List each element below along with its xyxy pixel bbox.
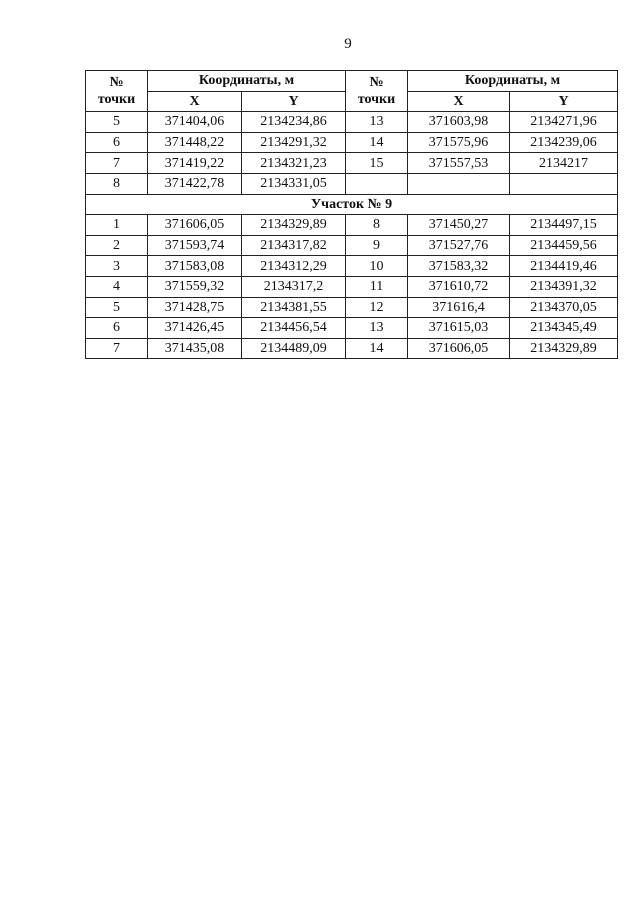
point-number: 8: [86, 173, 148, 194]
point-number: [346, 173, 408, 194]
x-coordinate: 371419,22: [148, 153, 242, 174]
y-coordinate: [510, 173, 618, 194]
point-number: 10: [346, 256, 408, 277]
table-row: [86, 256, 618, 277]
x-coordinate: 371448,22: [148, 132, 242, 153]
point-label: точки: [357, 92, 396, 108]
y-coordinate: 2134317,2: [242, 276, 346, 297]
number-symbol: №: [369, 75, 384, 91]
x-coordinate: 371404,06: [148, 112, 242, 133]
point-number: 7: [86, 338, 148, 359]
y-coordinate: 2134456,54: [242, 318, 346, 339]
point-number: 14: [346, 132, 408, 153]
coordinates-table: [85, 70, 618, 359]
point-number: 4: [86, 276, 148, 297]
x-coordinate: 371426,45: [148, 318, 242, 339]
y-coordinate: 2134345,49: [510, 318, 618, 339]
x-coordinate: 371428,75: [148, 297, 242, 318]
x-coordinate: 371435,08: [148, 338, 242, 359]
y-coordinate: 2134381,55: [242, 297, 346, 318]
y-coordinate: 2134331,05: [242, 173, 346, 194]
table-row: [86, 297, 618, 318]
x-coordinate: 371593,74: [148, 235, 242, 256]
point-number: 7: [86, 153, 148, 174]
table-row: [86, 112, 618, 133]
x-coordinate: 371615,03: [408, 318, 510, 339]
y-coordinate: 2134291,32: [242, 132, 346, 153]
x-coordinate: 371527,76: [408, 235, 510, 256]
table-header: [86, 71, 618, 112]
x-coordinate: 371583,32: [408, 256, 510, 277]
y-coordinate: 2134329,89: [242, 215, 346, 236]
x-coordinate: 371450,27: [408, 215, 510, 236]
x-coordinate: 371583,08: [148, 256, 242, 277]
point-number: 3: [86, 256, 148, 277]
x-coordinate: 371606,05: [148, 215, 242, 236]
x-coordinate: 371616,4: [408, 297, 510, 318]
y-coordinate: 2134419,46: [510, 256, 618, 277]
point-number: 5: [86, 297, 148, 318]
y-header-right: Y: [510, 91, 618, 112]
point-number: 5: [86, 112, 148, 133]
x-coordinate: 371557,53: [408, 153, 510, 174]
section-row: [86, 194, 618, 215]
point-number-header-right: [346, 71, 408, 112]
point-number: 1: [86, 215, 148, 236]
point-number: 13: [346, 112, 408, 133]
table-row: [86, 132, 618, 153]
table-body: [86, 112, 618, 359]
table-row: [86, 153, 618, 174]
y-coordinate: 2134271,96: [510, 112, 618, 133]
x-coordinate: 371422,78: [148, 173, 242, 194]
point-number: 14: [346, 338, 408, 359]
y-coordinate: 2134217: [510, 153, 618, 174]
number-symbol: №: [109, 75, 124, 91]
point-number: 11: [346, 276, 408, 297]
y-coordinate: 2134489,09: [242, 338, 346, 359]
table-row: [86, 338, 618, 359]
point-label: точки: [97, 92, 136, 108]
y-coordinate: 2134370,05: [510, 297, 618, 318]
point-number: 8: [346, 215, 408, 236]
y-coordinate: 2134321,23: [242, 153, 346, 174]
y-coordinate: 2134317,82: [242, 235, 346, 256]
point-number: 15: [346, 153, 408, 174]
table-row: [86, 318, 618, 339]
point-number: 13: [346, 318, 408, 339]
x-coordinate: 371603,98: [408, 112, 510, 133]
coordinates-header-right: Координаты, м: [408, 71, 618, 92]
y-coordinate: 2134497,15: [510, 215, 618, 236]
point-number: 12: [346, 297, 408, 318]
page-number: 9: [344, 36, 352, 52]
section-title: Участок № 9: [86, 194, 618, 215]
y-coordinate: 2134239,06: [510, 132, 618, 153]
coordinates-header-left: Координаты, м: [148, 71, 346, 92]
x-coordinate: 371606,05: [408, 338, 510, 359]
x-header-left: X: [148, 91, 242, 112]
table-row: [86, 276, 618, 297]
table-row: [86, 235, 618, 256]
table-row: [86, 215, 618, 236]
x-coordinate: [408, 173, 510, 194]
point-number: 6: [86, 132, 148, 153]
y-coordinate: 2134391,32: [510, 276, 618, 297]
x-coordinate: 371575,96: [408, 132, 510, 153]
x-header-right: X: [408, 91, 510, 112]
y-coordinate: 2134312,29: [242, 256, 346, 277]
point-number: 6: [86, 318, 148, 339]
y-coordinate: 2134459,56: [510, 235, 618, 256]
table-row: [86, 173, 618, 194]
point-number: 2: [86, 235, 148, 256]
x-coordinate: 371559,32: [148, 276, 242, 297]
point-number-header-left: [86, 71, 148, 112]
x-coordinate: 371610,72: [408, 276, 510, 297]
y-coordinate: 2134329,89: [510, 338, 618, 359]
y-coordinate: 2134234,86: [242, 112, 346, 133]
y-header-left: Y: [242, 91, 346, 112]
point-number: 9: [346, 235, 408, 256]
